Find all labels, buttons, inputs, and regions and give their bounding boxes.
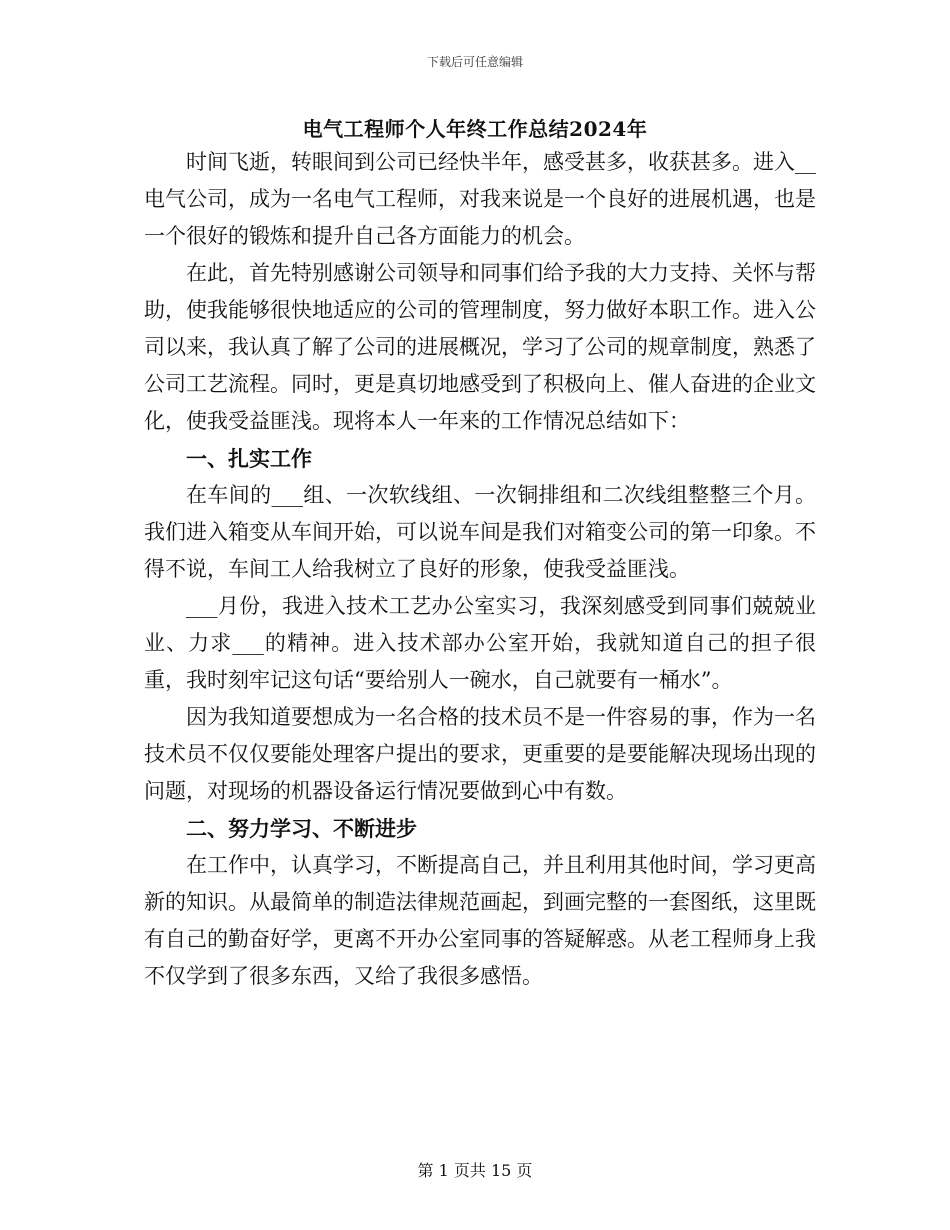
page-number: 第 1 页共 15 页 bbox=[417, 1161, 533, 1180]
section-heading-1: 一、扎实工作 bbox=[186, 446, 312, 471]
paragraph-tech-office: ___月份，我进入技术工艺办公室实习，我深刻感受到同事们兢兢业业、力求___的精神。进入技术部办公室开始，我就知道自己的担子很重，我时刻牢记这句话“要给别人一碗水，自己就要有一桶水”。 bbox=[144, 594, 816, 692]
paragraph-technician: 因为我知道要想成为一名合格的技术员不是一件容易的事，作为一名技术员不仅仅要能处理客户提出的要求，更重要的是要能解决现场出现的问题，对现场的机器设备运行情况要做到心中有数。 bbox=[144, 705, 816, 803]
paragraph-intro: 时间飞逝，转眼间到公司已经快半年，感受甚多，收获甚多。进入__电气公司，成为一名电气工程师，对我来说是一个良好的进展机遇，也是一个很好的锻炼和提升自己各方面能力的机会。 bbox=[144, 150, 816, 248]
paragraph-thanks: 在此，首先特别感谢公司领导和同事们给予我的大力支持、关怀与帮助，使我能够很快地适应的公司的管理制度，努力做好本职工作。进入公司以来，我认真了解了公司的进展概况，学习了公司的规章制度，熟悉了公司工艺流程。同时，更是真切地感受到了积极向上、催人奋进的企业文化，使我受益匪浅。现将本人一年来的工作情况总结如下： bbox=[144, 261, 816, 433]
paragraph-workshop: 在车间的___组、一次软线组、一次铜排组和二次线组整整三个月。我们进入箱变从车间开始，可以说车间是我们对箱变公司的第一印象。不得不说，车间工人给我树立了良好的形象，使我受益匪浅。 bbox=[144, 483, 816, 581]
document-title: 电气工程师个人年终工作总结2024年 bbox=[302, 117, 648, 141]
section-heading-2: 二、努力学习、不断进步 bbox=[186, 816, 417, 841]
document-body bbox=[144, 144, 816, 995]
paragraph-learning: 在工作中，认真学习，不断提高自己，并且利用其他时间，学习更高新的知识。从最简单的制造法律规范画起，到画完整的一套图纸，这里既有自己的勤奋好学，更离不开办公室同事的答疑解惑。从老工程师身上我不仅学到了很多东西，又给了我很多感悟。 bbox=[144, 853, 816, 988]
header-note: 下载后可任意编辑 bbox=[426, 55, 523, 69]
